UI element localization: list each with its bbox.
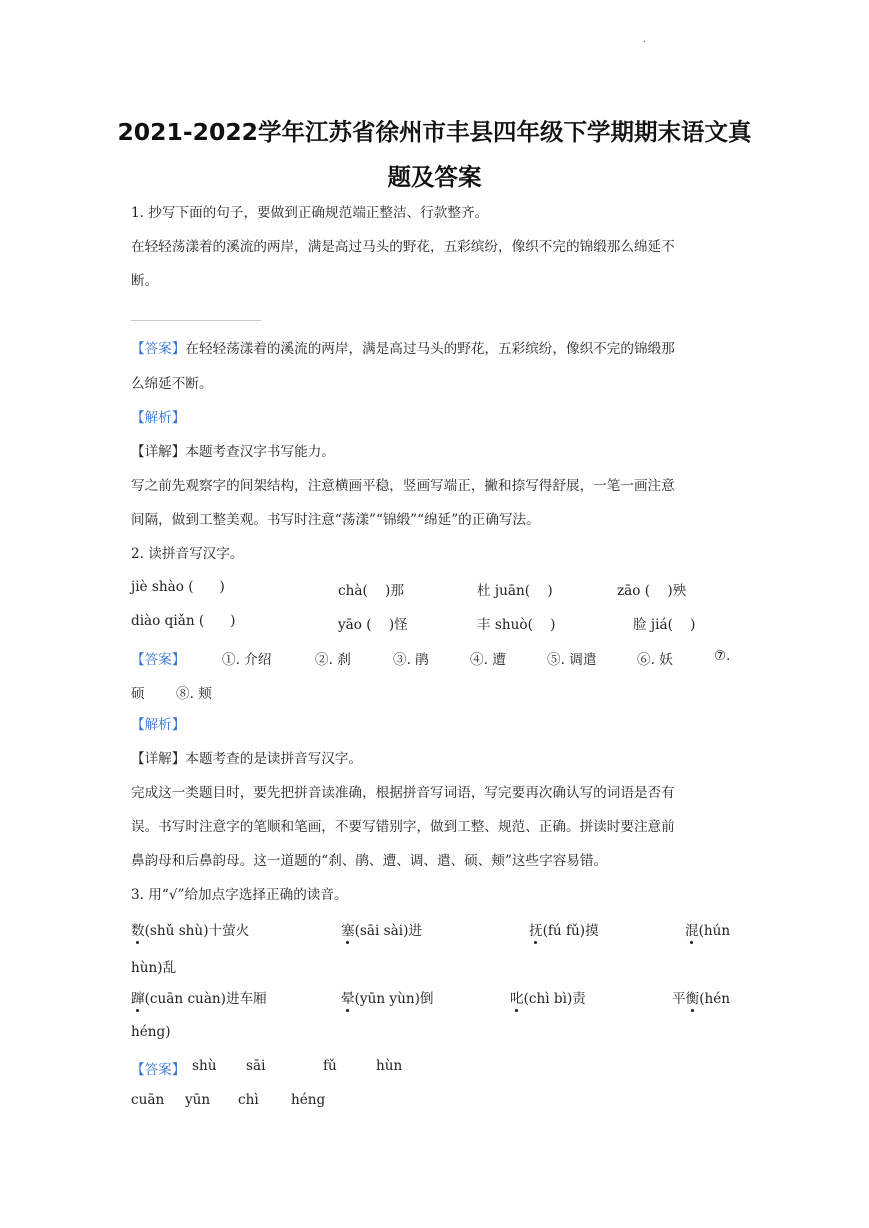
detail-tag: 【详解】 xyxy=(131,444,186,460)
q3-item-8-cont: héng) xyxy=(131,1024,171,1040)
q2-explanation-line1: 完成这一类题目时，要先把拼音读准确，根据拼音写词语，写完要再次确认写的词语是否有 xyxy=(131,785,675,801)
q3-item-4-cont: hùn)乱 xyxy=(131,960,177,976)
emphasized-char: 混 xyxy=(685,919,699,939)
emphasized-char: 晕 xyxy=(341,987,355,1007)
q2-row2-item1: diào qiǎn ( ) xyxy=(131,613,236,629)
q2-row1-item3: 杜 juān( ) xyxy=(477,583,553,599)
q2-explanation-line3: 鼻韵母和后鼻韵母。这一道题的“刹、鹃、遭、调、遣、硕、颊”这些字容易错。 xyxy=(131,853,608,869)
q2-answer-1: ①. 介绍 xyxy=(222,652,272,668)
item-options: (hén xyxy=(699,991,731,1007)
emphasized-char: 抚 xyxy=(529,919,543,939)
q2-answer-7-cont: 硕 xyxy=(131,686,145,702)
emphasized-char: 蹿 xyxy=(131,987,145,1007)
q3-item-4 xyxy=(685,919,730,939)
q2-answer-3: ③. 鹃 xyxy=(393,652,429,668)
answer-text: 在轻轻荡漾着的溪流的两岸，满是高过马头的野花，五彩缤纷，像织不完的锦缎那 xyxy=(185,341,675,357)
q3-item-1 xyxy=(131,919,249,939)
q3-answer-1: shù xyxy=(192,1058,217,1074)
q2-row2-item4: 脸 jiá( ) xyxy=(633,617,696,633)
q1-text-line1: 在轻轻荡漾着的溪流的两岸，满是高过马头的野花，五彩缤纷，像织不完的锦缎那么绵延不 xyxy=(131,239,675,255)
divider xyxy=(131,320,261,321)
q2-prompt: 2. 读拼音写汉字。 xyxy=(131,546,244,562)
document-title-line1: 2021-2022学年江苏省徐州市丰县四年级下学期期末语文真 xyxy=(117,118,752,146)
emphasized-char: 叱 xyxy=(510,987,524,1007)
item-prefix: 平 xyxy=(672,991,686,1007)
q2-answer-8: ⑧. 颊 xyxy=(176,686,212,702)
item-options: (sāi sài)进 xyxy=(354,923,422,939)
q3-item-6 xyxy=(341,987,434,1007)
q2-row2-item2: yāo ( )怪 xyxy=(338,617,408,633)
q1-prompt: 1. 抄写下面的句子，要做到正确规范端正整洁、行款整齐。 xyxy=(131,205,489,221)
q2-analysis-tag: 【解析】 xyxy=(131,717,186,733)
q2-answer-6: ⑥. 妖 xyxy=(637,652,673,668)
item-options: (chì bì)责 xyxy=(523,991,586,1007)
emphasized-char: 衡 xyxy=(686,987,700,1007)
item-options: (shǔ shù)十萤火 xyxy=(144,923,250,939)
detail-text: 本题考查汉字书写能力。 xyxy=(185,444,335,460)
q1-explanation-line1: 写之前先观察字的间架结构，注意横画平稳，竖画写端正，撇和捺写得舒展，一笔一画注意 xyxy=(131,478,675,494)
item-options: (fú fǔ)摸 xyxy=(542,923,599,939)
q2-row2-item3: 丰 shuò( ) xyxy=(477,617,556,633)
q2-answer-tag: 【答案】 xyxy=(131,652,186,668)
q3-answer-tag: 【答案】 xyxy=(131,1062,186,1078)
q3-item-8 xyxy=(672,987,730,1007)
q2-answer-7: ⑦. xyxy=(714,648,731,664)
q1-answer-line2: 么绵延不断。 xyxy=(131,376,213,392)
q2-answer-4: ④. 遭 xyxy=(470,652,506,668)
q3-item-2 xyxy=(341,919,422,939)
q2-row1-item4: zāo ( )殃 xyxy=(617,583,687,599)
q3-answer-5: cuān xyxy=(131,1092,165,1108)
q2-row1-item1: jiè shào ( ) xyxy=(131,579,225,595)
detail-tag: 【详解】 xyxy=(131,751,186,767)
q3-answer-8: héng xyxy=(291,1092,326,1108)
q2-detail xyxy=(131,750,741,768)
q2-answer-5: ⑤. 调遣 xyxy=(547,652,597,668)
q1-explanation-line2: 间隔，做到工整美观。书写时注意“荡漾”“锦缎”“绵延”的正确写法。 xyxy=(131,512,540,528)
q2-answer-2: ②. 刹 xyxy=(315,652,351,668)
emphasized-char: 塞 xyxy=(341,919,355,939)
detail-text: 本题考查的是读拼音写汉字。 xyxy=(185,751,363,767)
q3-answer-4: hùn xyxy=(376,1058,403,1074)
answer-tag: 【答案】 xyxy=(131,341,186,357)
header-mark: . xyxy=(643,34,647,45)
q3-item-3 xyxy=(529,919,599,939)
q1-analysis-tag: 【解析】 xyxy=(131,410,186,426)
q1-text-line2: 断。 xyxy=(131,273,159,289)
document-title-line2: 题及答案 xyxy=(387,163,482,191)
emphasized-char: 数 xyxy=(131,919,145,939)
item-options: (yūn yùn)倒 xyxy=(354,991,434,1007)
q2-explanation-line2: 误。书写时注意字的笔顺和笔画，不要写错别字，做到工整、规范、正确。拼读时要注意前 xyxy=(131,819,675,835)
q3-prompt: 3. 用“√”给加点字选择正确的读音。 xyxy=(131,887,348,903)
q3-answer-2: sāi xyxy=(246,1058,266,1074)
item-options: (cuān cuàn)进车厢 xyxy=(144,991,267,1007)
item-options: (hún xyxy=(698,923,731,939)
q1-answer-line1 xyxy=(131,340,741,358)
q3-answer-6: yūn xyxy=(185,1092,211,1108)
q3-answer-7: chì xyxy=(238,1092,259,1108)
q2-row1-item2: chà( )那 xyxy=(338,583,404,599)
q3-item-7 xyxy=(510,987,586,1007)
q1-detail xyxy=(131,443,741,461)
q3-item-5 xyxy=(131,987,267,1007)
q3-answer-3: fǔ xyxy=(323,1058,337,1074)
